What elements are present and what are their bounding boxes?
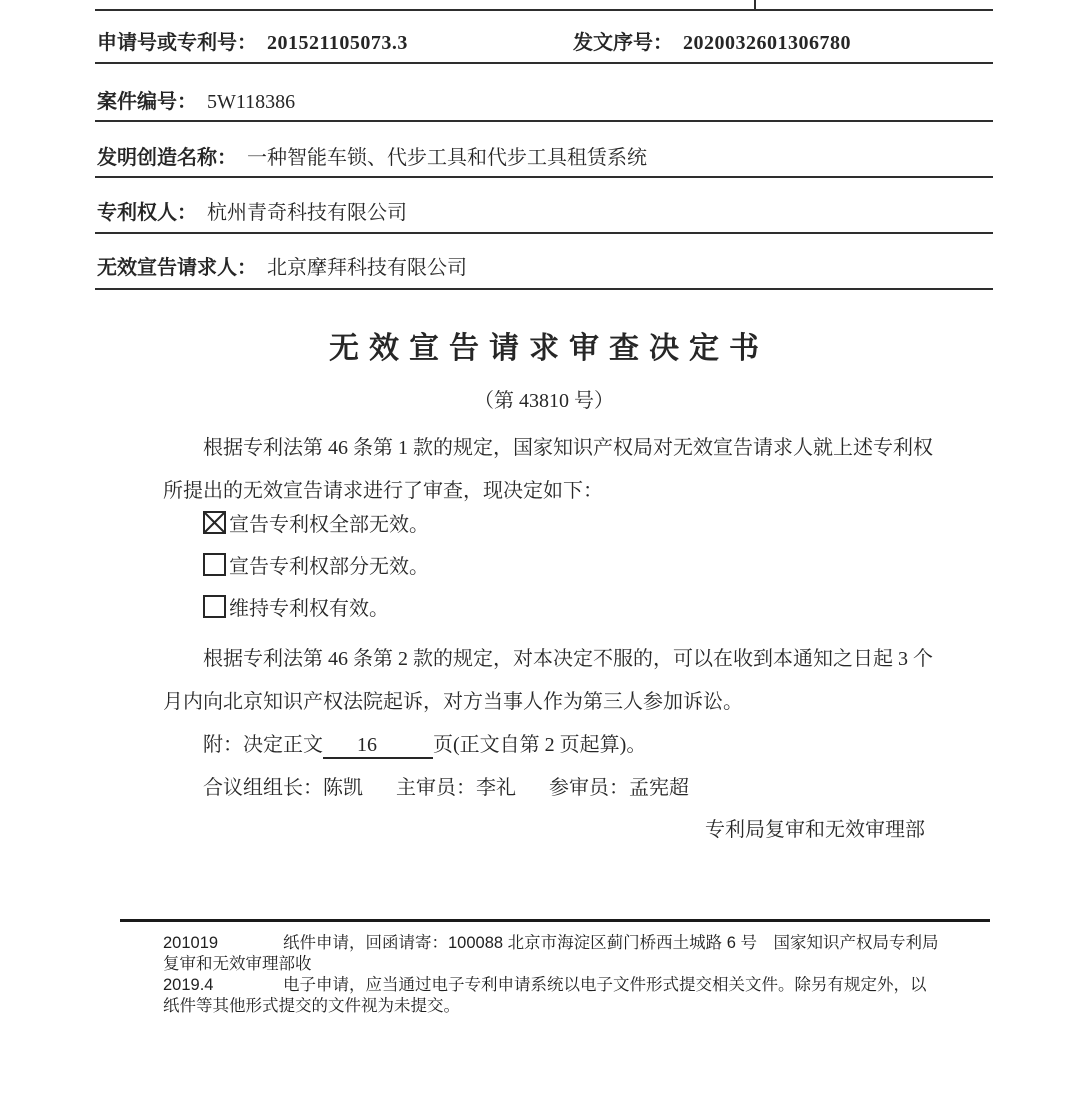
header-divider-6 — [95, 288, 993, 290]
panel-primary-examiner — [396, 777, 516, 799]
checkbox-icon — [203, 511, 226, 534]
footer-note-line — [163, 933, 1003, 954]
footer-note-line: 复审和无效审理部收 — [163, 955, 312, 973]
paragraph-appeal-rights: 根据专利法第 46 条第 2 款的规定，对本决定不服的，可以在收到本通知之日起 3 个月内向北京知识产权法院起诉，对方当事人作为第三人参加诉讼。 — [163, 648, 933, 713]
serial-number-value: 2020032601306780 — [683, 32, 851, 54]
panel-primary-label: 主审员： — [396, 777, 476, 799]
attachment-suffix: 页(正文自第 2 页起算)。 — [433, 734, 647, 756]
invention-title-label: 发明创造名称： — [97, 147, 237, 169]
attachment-line — [203, 728, 646, 759]
footer-note-paper — [163, 933, 1003, 975]
option-invalidate-all — [203, 508, 429, 537]
decision-number: （第 43810 号） — [474, 390, 614, 412]
panel-primary-name: 李礼 — [476, 777, 516, 799]
checkbox-icon — [203, 595, 226, 618]
attachment-page-count: 16 — [323, 734, 433, 759]
serial-number-row — [573, 26, 851, 55]
petitioner-row — [97, 251, 467, 280]
top-border-tick — [754, 0, 756, 9]
petitioner-label: 无效宣告请求人： — [97, 257, 257, 279]
application-number-label: 申请号或专利号： — [97, 32, 257, 54]
serial-number-label: 发文序号： — [573, 32, 673, 54]
panel-members-line — [203, 771, 689, 800]
patentee-row — [97, 196, 407, 225]
panel-chief-label: 合议组组长： — [203, 777, 323, 799]
header-divider-2 — [95, 62, 993, 64]
panel-chief — [203, 777, 363, 799]
invention-title-value: 一种智能车锁、代步工具和代步工具租赁系统 — [247, 147, 647, 169]
panel-chief-name: 陈凯 — [323, 777, 363, 799]
header-divider-4 — [95, 176, 993, 178]
case-number-label: 案件编号： — [97, 91, 197, 113]
issuing-department-signature: 专利局复审和无效审理部 — [705, 819, 925, 841]
patentee-value: 杭州青奇科技有限公司 — [207, 202, 407, 224]
footer-note-line — [163, 975, 1003, 996]
option-invalidate-part — [203, 550, 429, 579]
petitioner-value: 北京摩拜科技有限公司 — [267, 257, 467, 279]
footer-divider — [120, 919, 990, 922]
attachment-prefix: 附：决定正文 — [203, 734, 323, 756]
panel-reviewer-label: 参审员： — [549, 777, 629, 799]
patentee-label: 专利权人： — [97, 202, 197, 224]
footer-note-text: 电子申请，应当通过电子专利申请系统以电子文件形式提交相关文件。除另有规定外，以 — [283, 976, 927, 994]
footer-note-electronic — [163, 975, 1003, 1017]
checkbox-x-mark-icon — [203, 511, 226, 534]
panel-reviewer-name: 孟宪超 — [629, 777, 689, 799]
document-title: 无效宣告请求审查决定书 — [329, 332, 769, 365]
footer-note-text: 纸件申请，回函请寄：100088 北京市海淀区蓟门桥西土城路 6 号 国家知识产权局专利局 — [283, 934, 939, 952]
option-label: 宣告专利权部分无效。 — [229, 556, 429, 578]
header-divider-3 — [95, 120, 993, 122]
header-divider-5 — [95, 232, 993, 234]
option-label: 宣告专利权全部无效。 — [229, 514, 429, 536]
invention-title-row — [97, 141, 647, 170]
footer-notes — [163, 933, 1003, 1017]
header-divider-1 — [95, 9, 993, 11]
footer-note-code: 2019.4 — [163, 976, 214, 994]
panel-reviewer — [549, 777, 689, 799]
footer-note-line: 纸件等其他形式提交的文件视为未提交。 — [163, 997, 460, 1015]
case-number-row — [97, 85, 295, 114]
checkbox-icon — [203, 553, 226, 576]
option-label: 维持专利权有效。 — [229, 598, 389, 620]
paragraph-legal-basis: 根据专利法第 46 条第 1 款的规定，国家知识产权局对无效宣告请求人就上述专利权所提出的无效宣告请求进行了审查，现决定如下： — [163, 437, 933, 502]
footer-note-code: 201019 — [163, 934, 219, 952]
case-number-value: 5W118386 — [207, 91, 296, 113]
application-number-row — [97, 26, 408, 55]
application-number-value: 201521105073.3 — [267, 32, 408, 54]
option-maintain-valid — [203, 592, 389, 621]
